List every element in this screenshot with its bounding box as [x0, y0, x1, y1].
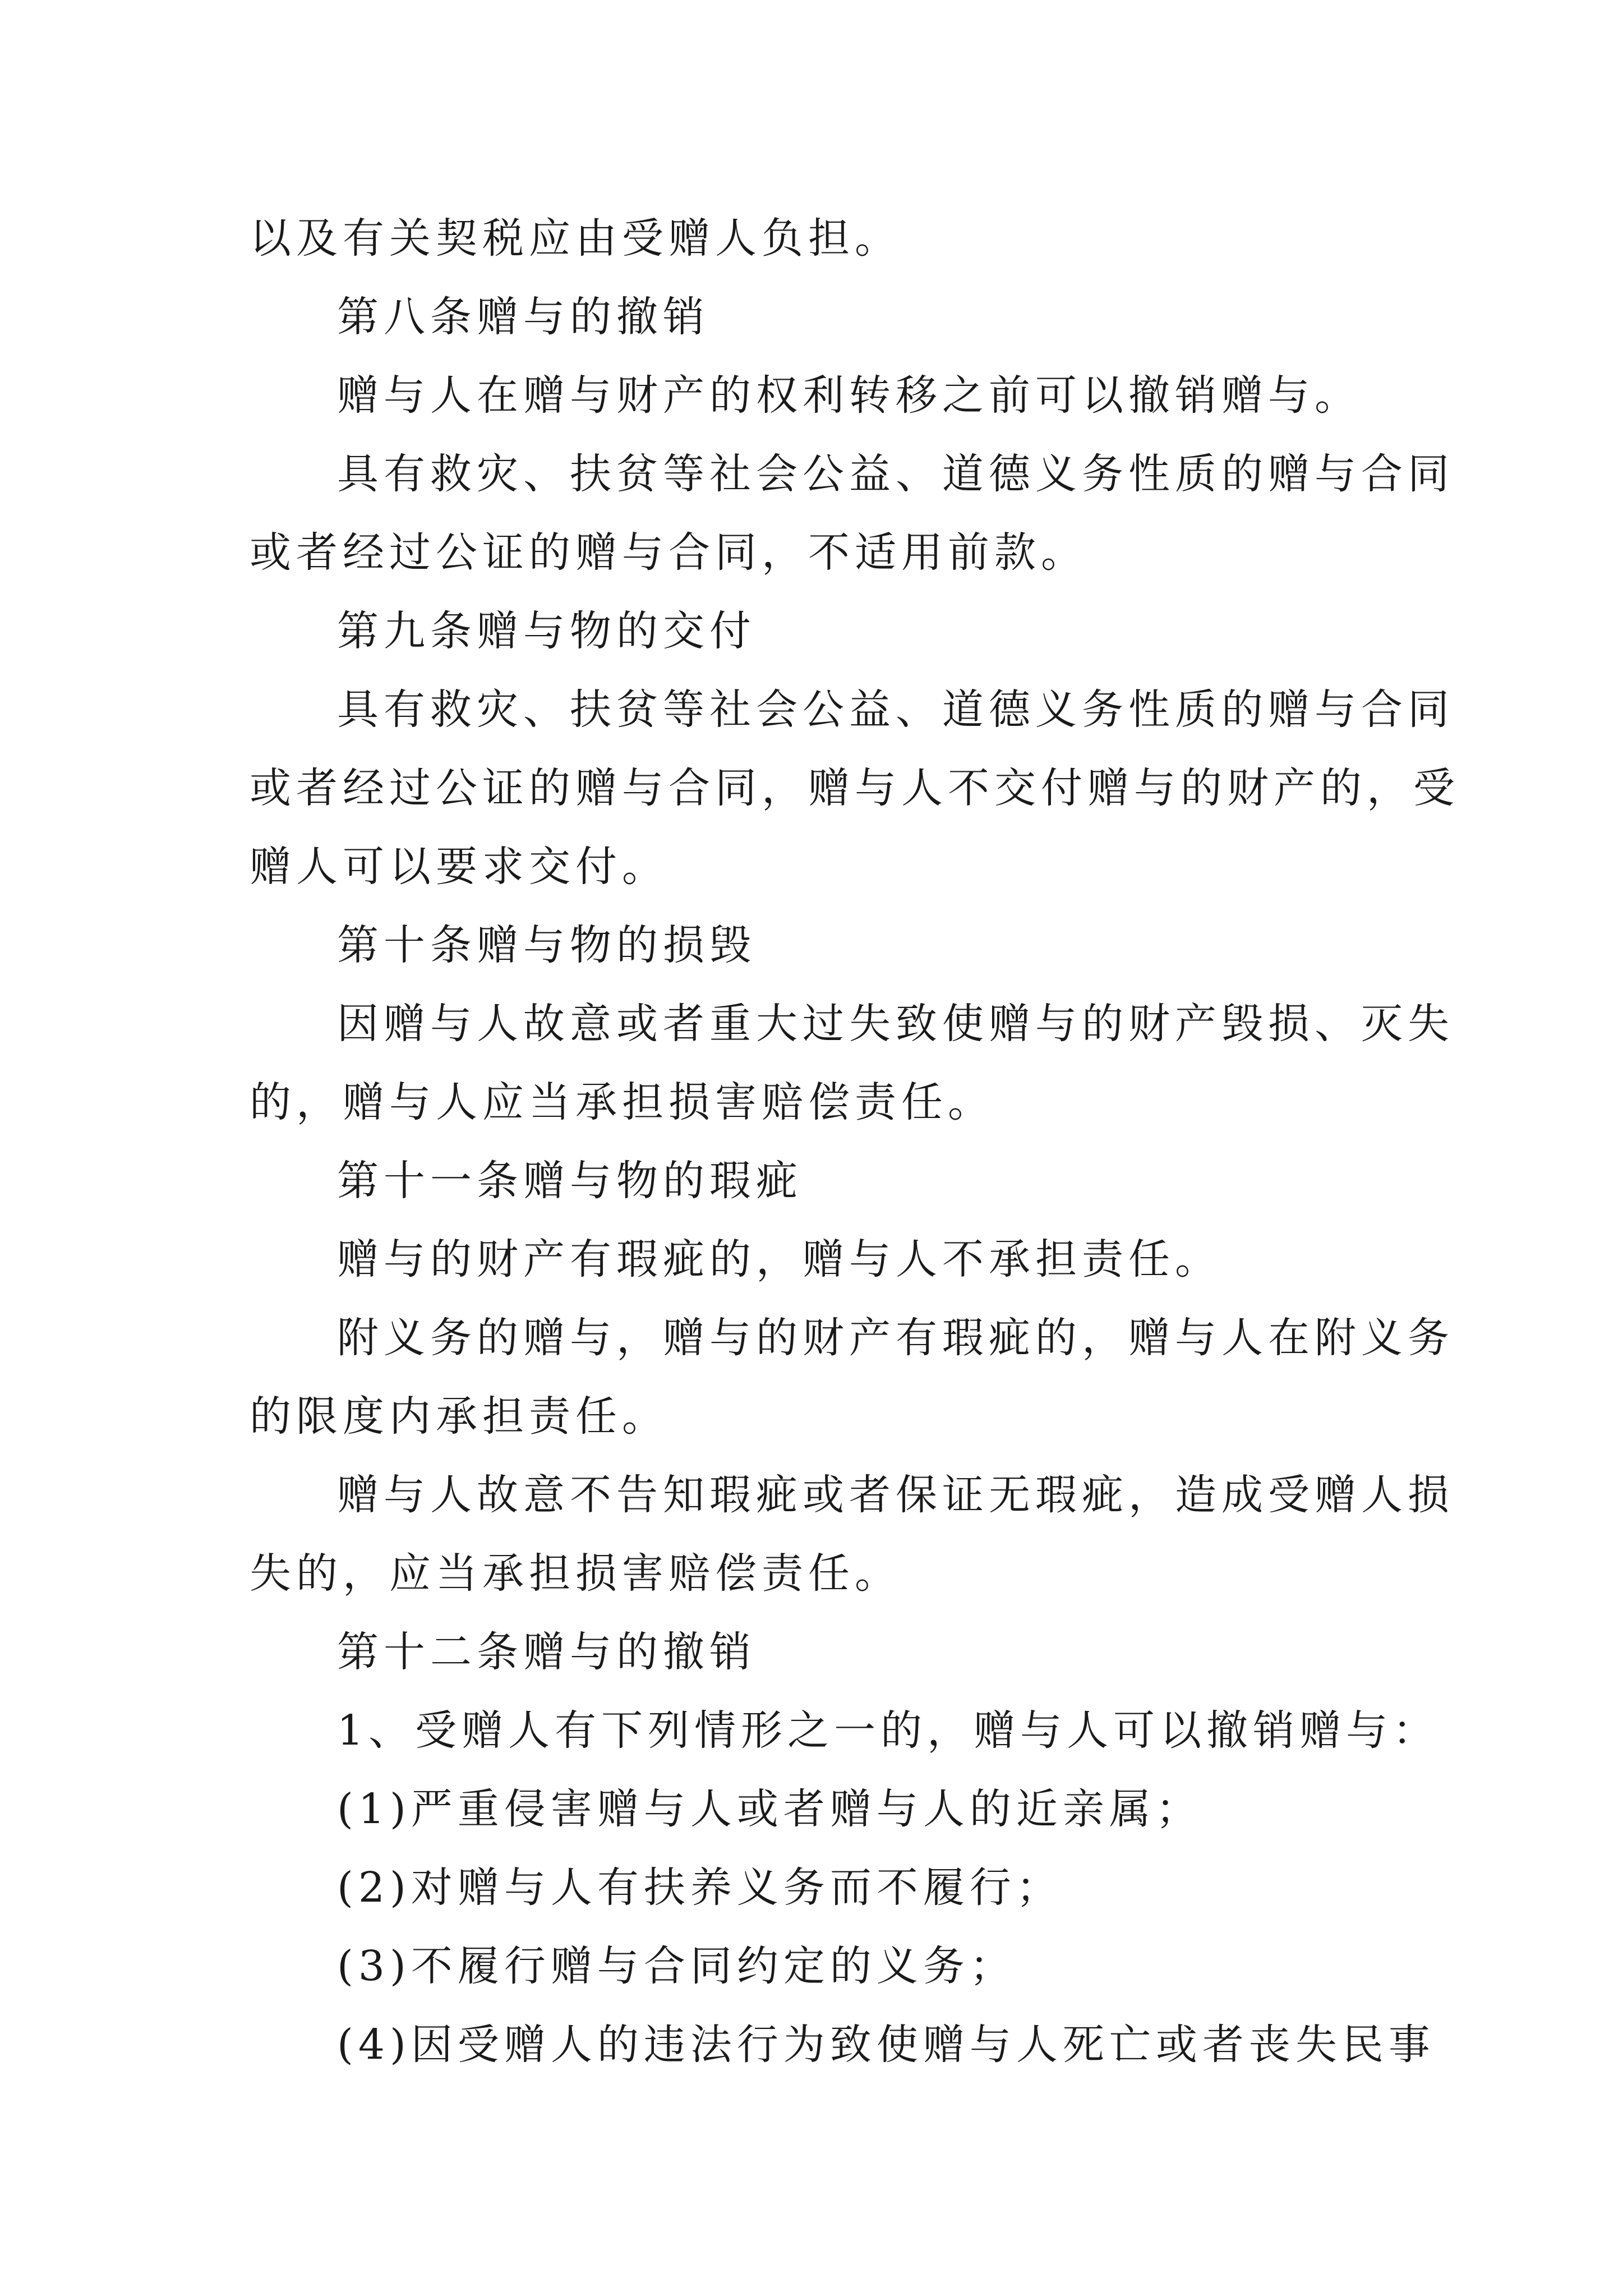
list-item: (3)不履行赠与合同约定的义务； [337, 1942, 1016, 1990]
text-line: 具有救灾、扶贫等社会公益、道德义务性质的赠与合同 [337, 685, 1454, 734]
list-item: (2)对赠与人有扶养义务而不履行； [337, 1864, 1063, 1912]
text-line: 具有救灾、扶贫等社会公益、道德义务性质的赠与合同 [337, 450, 1454, 498]
section-heading: 第十条赠与物的损毁 [337, 921, 756, 969]
list-item: (4)因受赠人的违法行为致使赠与人死亡或者丧失民事 [337, 2021, 1435, 2069]
text-line: 或者经过公证的赠与合同，赠与人不交付赠与的财产的，受 [250, 764, 1460, 812]
section-heading: 第九条赠与物的交付 [337, 607, 756, 655]
text-line: 赠与人故意不告知瑕疵或者保证无瑕疵，造成受赠人损 [337, 1471, 1454, 1519]
section-heading: 第十二条赠与的撤销 [337, 1628, 756, 1676]
text-line: 赠与人在赠与财产的权利转移之前可以撤销赠与。 [337, 371, 1361, 420]
text-line: 失的，应当承担损害赔偿责任。 [250, 1549, 901, 1598]
text-line: 以及有关契税应由受赠人负担。 [250, 214, 901, 263]
text-line: 的限度内承担责任。 [250, 1392, 668, 1441]
text-line: 附义务的赠与，赠与的财产有瑕疵的，赠与人在附义务 [337, 1314, 1454, 1362]
section-heading: 第十一条赠与物的瑕疵 [337, 1157, 803, 1205]
list-item: (1)严重侵害赠与人或者赠与人的近亲属； [337, 1785, 1202, 1833]
text-line: 赠人可以要求交付。 [250, 843, 668, 891]
text-line: 1、受赠人有下列情形之一的，赠与人可以撤销赠与： [337, 1706, 1440, 1755]
text-line: 的，赠与人应当承担损害赔偿责任。 [250, 1078, 994, 1126]
text-line: 或者经过公证的赠与合同，不适用前款。 [250, 528, 1087, 577]
text-line: 赠与的财产有瑕疵的，赠与人不承担责任。 [337, 1235, 1221, 1283]
text-line: 因赠与人故意或者重大过失致使赠与的财产毁损、灭失 [337, 1000, 1454, 1048]
section-heading: 第八条赠与的撤销 [337, 293, 709, 341]
